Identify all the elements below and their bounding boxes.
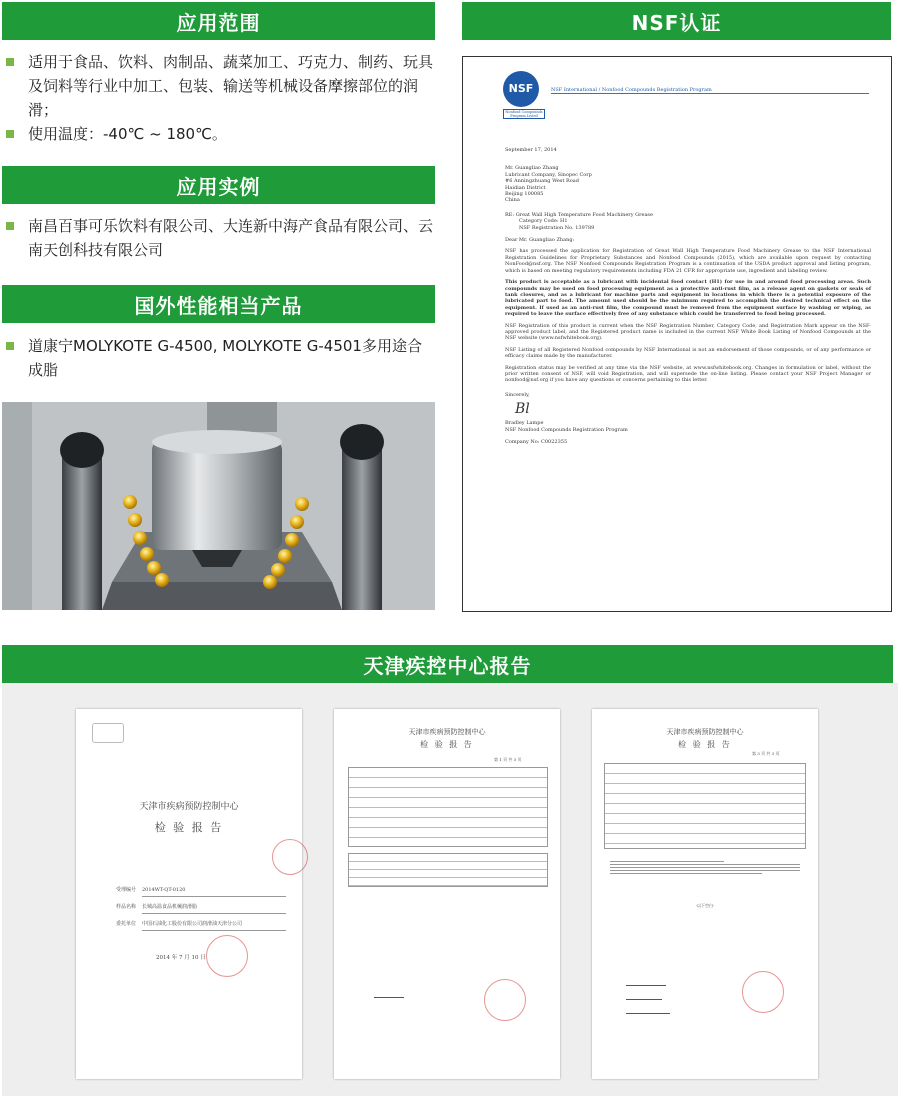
bullet-square-icon (6, 130, 14, 138)
report-org: 天津市疾病预防控制中心 (139, 802, 239, 812)
report-table (348, 853, 548, 887)
red-stamp (206, 935, 248, 977)
report-org: 天津市疾病预防控制中心 (666, 728, 744, 736)
applications-item: 使用温度：-40℃ ~ 180℃。 (6, 122, 436, 146)
letter-paragraph: This product is acceptable as a lubricant with incidental food contact (H1) for use in and around food processing areas. Such compounds may be used on food processing equipment as a protective anti-rust film, as a release agent on gaskets or seals of tank closures, and as a lubricant for machine parts and equipment in locations in which there is a potential exposure of the lubricated part to food. The amount used should be the minimum required to accomplish the desired technical effect on the equipment. If used as an anti-rust film, the compound must be removed from the equipment surface by washing or wiping, as required to leave the surface effectively free of any substance which could be transferred to food being processed. (505, 279, 871, 318)
cdc-seal-logo (92, 723, 124, 743)
equivalents-title-bar: 国外性能相当产品 (2, 285, 435, 323)
letter-date: September 17, 2014 (505, 147, 557, 153)
report-title: 检 验 报 告 (420, 740, 474, 749)
report-conclusion (610, 859, 800, 876)
report-signature (626, 985, 666, 986)
letter-greeting: Dear Mr. Guangliao Zhang: (505, 237, 575, 244)
report-end-note: -以下空白- (695, 903, 715, 908)
letter-signer: Bradley Lampe NSF Nonfood Compounds Registration Program (505, 420, 628, 433)
report-signature (626, 1013, 670, 1014)
report-table (348, 767, 548, 847)
letter-paragraph: NSF Listing of all Registered Nonfood compounds by NSF International is not an endorsement of those compounds, or of any performance or efficacy claims made by the manufacturer. (505, 346, 871, 360)
report-page-no: 第 1 页 共 3 页 (494, 757, 522, 762)
nsf-logo-caption: Nonfood Compounds Program Listed (503, 109, 545, 119)
bullet-square-icon (6, 222, 14, 230)
report-signature (374, 997, 404, 998)
letter-paragraph: Registration status may be verified at any time via the NSF website, at www.nsfwhitebook.org. Changes in formulation or label, without the prior written consent of NSF, will void Registration, and will supersede the on-line listing. Please contact your NSF Project Manager or nonfood@nsf.org if you have any questions or concerns pertaining to this letter. (505, 364, 871, 384)
nsf-title-bar: NSF认证 (462, 2, 891, 40)
letter-signature: Bl (515, 401, 530, 418)
report-page-no: 第 3 页 共 3 页 (752, 751, 780, 756)
bullet-square-icon (6, 342, 14, 350)
red-stamp (484, 979, 526, 1021)
letter-address: Mr. Guangliao Zhang Lubricant Company, Sinopec Corp #6 Anningzhuang West Road Haidian District Beijing 100085 China (505, 165, 592, 204)
report-signature (626, 999, 662, 1000)
letter-paragraph: NSF Registration of this product is current when the NSF Registration Number, Category Code, and Registration Mark appear on the NSF-approved product label, and the Registered product name is included in the current NSF White Book Listing of Nonfood Compounds at the NSF website (www.nsfwhitebook.org). (505, 322, 871, 342)
cdc-title-bar: 天津疾控中心报告 (2, 645, 893, 683)
applications-title-bar: 应用范围 (2, 2, 435, 40)
nsf-letter (503, 65, 873, 605)
report-row: 受理编号 2014WT-QT-0120 (116, 885, 286, 897)
cdc-report-page-3 (592, 709, 818, 1079)
report-title: 检 验 报 告 (154, 821, 224, 834)
nsf-logo: NSF (503, 71, 539, 107)
letter-re: RE: Great Wall High Temperature Food Machinery Grease Category Code: H1 NSF Registration No. 139789 (505, 211, 653, 231)
food-machinery-photo (2, 402, 435, 610)
equivalents-item: 道康宁MOLYKOTE G-4500, MOLYKOTE G-4501多用途合成脂 (6, 334, 436, 382)
applications-item: 适用于食品、饮料、肉制品、蔬菜加工、巧克力、制药、玩具及饲料等行业中加工、包装、输送等机械设备摩擦部位的润滑； (6, 50, 436, 122)
bullet-square-icon (6, 58, 14, 66)
letter-company-no: Company No: C0022355 (505, 439, 568, 445)
report-title: 检 验 报 告 (678, 740, 732, 749)
cdc-report-cover (76, 709, 302, 1079)
cases-item: 南昌百事可乐饮料有限公司、大连新中海产食品有限公司、云南天创科技有限公司 (6, 214, 436, 262)
report-row: 委托单位 中国石油化工股份有限公司润滑油天津分公司 (116, 919, 286, 931)
cdc-report-page-1 (334, 709, 560, 1079)
letter-closing: Sincerely, (505, 391, 530, 398)
letter-paragraph: NSF has processed the application for Registration of Great Wall High Temperature Food Machinery Grease to the NSF International Registration Guidelines for Proprietary Substances and Nonfood Compounds (2015), which are available upon request by contacting NonFood@nsf.org. The NSF Nonfood Compounds Registration Program is a continuation of the USDA product approval and listing program, which is based on meeting regulatory requirements including FDA 21 CFR for appropriate use, ingredient and labeling review. (505, 248, 871, 274)
red-stamp (272, 839, 308, 875)
report-row: 样品名称 长城高温食品机械润滑脂 (116, 902, 286, 914)
cases-title-bar: 应用实例 (2, 166, 435, 204)
nsf-certificate (462, 56, 892, 612)
nsf-letter-header: NSF International / Nonfood Compounds Registration Program (551, 87, 869, 94)
report-date: 2014 年 7 月 10 日 (156, 955, 206, 961)
report-org: 天津市疾病预防控制中心 (408, 728, 486, 736)
red-stamp (742, 971, 784, 1013)
report-table (604, 763, 806, 849)
